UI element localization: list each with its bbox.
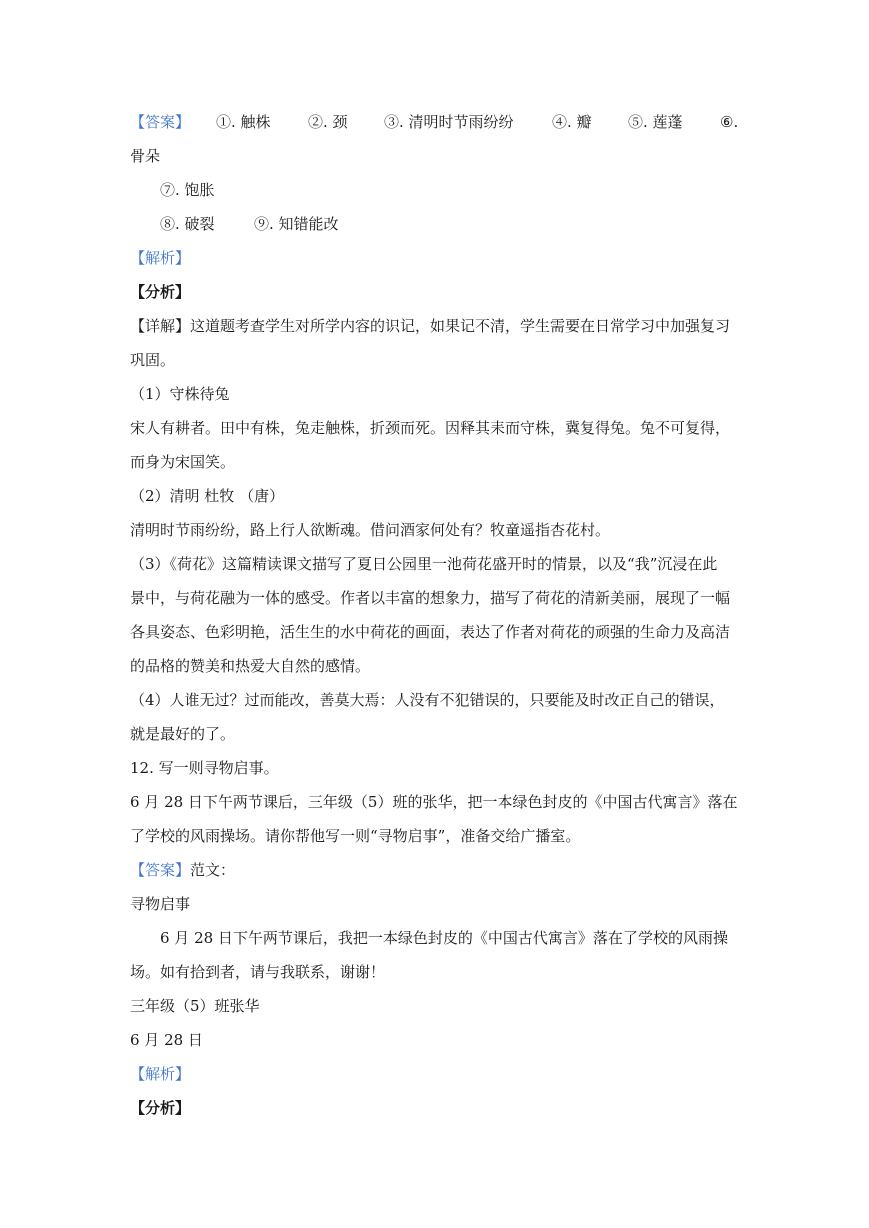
part1-line-1: 宋人有耕者。田中有株，兔走触株，折颈而死。因释其耒而守株，冀复得兔。兔不可复得，: [130, 419, 731, 437]
q12-analysis-tag: 【解析】: [130, 1065, 191, 1083]
q12-prompt-line-2: 了学校的风雨操场。请你帮他写一则“寻物启事”，准备交给广播室。: [130, 827, 581, 845]
answer-wrap: 骨朵: [130, 147, 161, 165]
part1-title: （1）守株待兔: [130, 385, 230, 403]
detail-line-2: 巩固。: [130, 351, 176, 369]
notice-date: 6 月 28 日: [130, 1031, 203, 1049]
answer-item-2: ②. 颈: [308, 113, 348, 131]
answer-row-3: [160, 214, 420, 234]
fenxi-tag: 【分析】: [130, 283, 191, 301]
part4-line-2: 就是最好的了。: [130, 725, 236, 743]
answer-item-3: ③. 清明时节雨纷纷: [384, 113, 514, 131]
detail-line-1: 【详解】这道题考查学生对所学内容的识记，如果记不清，学生需要在日常学习中加强复习: [130, 317, 731, 335]
part4-line-1: （4）人谁无过？过而能改，善莫大焉：人没有不犯错误的，只要能及时改正自己的错误，: [130, 691, 725, 709]
analysis-tag: 【解析】: [130, 249, 191, 267]
answer-row-2: ⑦. 饱胀: [160, 181, 215, 199]
part3-line-4: 的品格的赞美和热爱大自然的感情。: [130, 657, 371, 675]
notice-signature: 三年级（5）班张华: [130, 997, 260, 1015]
answer-row-1: [130, 112, 750, 132]
part3-line-1: （3）《荷花》这篇精读课文描写了夏日公园里一池荷花盛开时的情景，以及“我”沉浸在此: [130, 555, 718, 573]
answer-item-6: ⑥.: [720, 113, 739, 131]
notice-line-1: 6 月 28 日下午两节课后，我把一本绿色封皮的《中国古代寓言》落在了学校的风雨操: [160, 929, 728, 947]
notice-line-2: 场。如有拾到者，请与我联系，谢谢！: [130, 963, 386, 981]
part3-line-2: 景中，与荷花融为一体的感受。作者以丰富的想象力，描写了荷花的清新美丽，展现了一幅: [130, 589, 731, 607]
answer-item-8: ⑧. 破裂: [160, 215, 215, 233]
q12-answer-label: 范文：: [190, 861, 236, 879]
answer-item-9: ⑨. 知错能改: [254, 215, 339, 233]
part2-line-1: 清明时节雨纷纷，路上行人欲断魂。借问酒家何处有？牧童遥指杏花村。: [130, 521, 611, 539]
q12-prompt-line-1: 6 月 28 日下午两节课后，三年级（5）班的张华，把一本绿色封皮的《中国古代寓言》落在: [130, 793, 738, 811]
part1-line-2: 而身为宋国笑。: [130, 453, 236, 471]
question-12: 12. 写一则寻物启事。: [130, 759, 279, 777]
answer-tag: 【答案】: [130, 113, 191, 131]
q12-answer-tag: 【答案】: [130, 861, 191, 879]
part3-line-3: 各具姿态、色彩明艳，活生生的水中荷花的画面，表达了作者对荷花的顽强的生命力及高洁: [130, 623, 731, 641]
q12-answer-row: [130, 860, 330, 880]
answer-item-5: ⑤. 莲蓬: [628, 113, 683, 131]
part2-title: （2）清明 杜牧 （唐）: [130, 487, 285, 505]
answer-item-1: ①. 触株: [216, 113, 271, 131]
q12-fenxi-tag: 【分析】: [130, 1099, 191, 1117]
answer-item-4: ④. 瓣: [552, 113, 592, 131]
notice-title: 寻物启事: [130, 895, 191, 913]
